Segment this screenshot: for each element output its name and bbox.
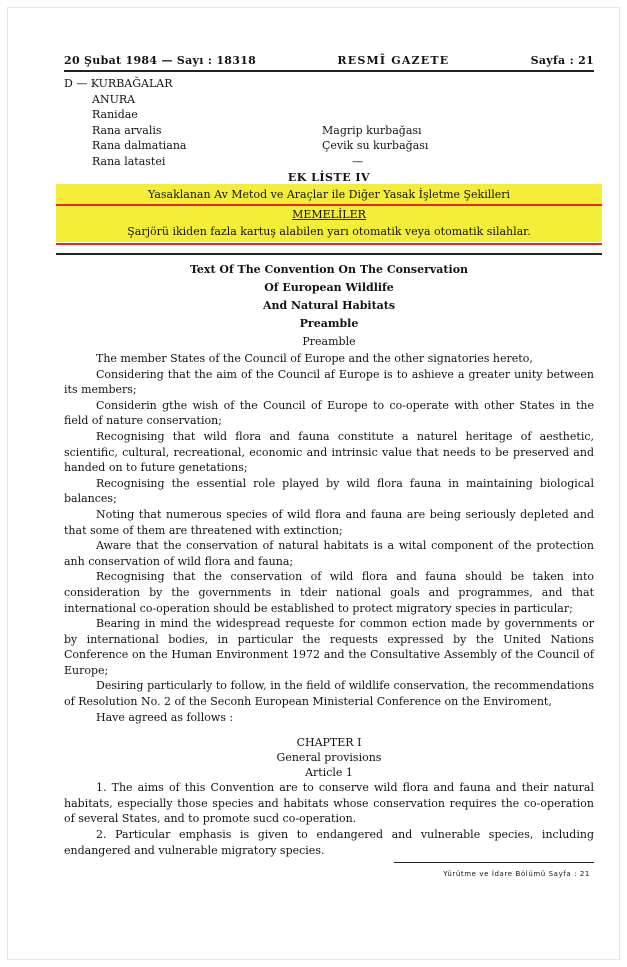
header-gazette-title: RESMÎ GAZETE xyxy=(337,54,450,67)
header-page-number: Sayfa : 21 xyxy=(530,54,594,67)
species-row xyxy=(64,138,594,154)
paragraph: The member States of the Council of Europe and the other signatories hereto, xyxy=(96,352,533,365)
article-paragraph: 2. Particular emphasis is given to endangered and vulnerable species, including endangered and vulnerable migratory species. xyxy=(64,828,594,857)
convention-title-line-1: Text Of The Convention On The Conservation xyxy=(189,263,469,276)
paragraph: Recognising that wild flora and fauna constitute a naturel heritage of aesthetic, scientific, cultural, recreational, economic and intrinsic value that needs to be preserved and handed on to future genetations; xyxy=(64,429,594,475)
species-turkish: — xyxy=(352,154,363,168)
article-body xyxy=(64,780,594,858)
annex-line-weapons: Şarjörü ikiden fazla kartuş alabilen yarı otomatik veya otomatik silahlar. xyxy=(127,225,531,238)
paragraph: Considerin gthe wish of the Council of Europe to co-operate with other States in the field of nature conservation; xyxy=(64,398,594,428)
convention-title-line-3: And Natural Habitats xyxy=(262,299,396,312)
species-latin: Rana arvalis xyxy=(92,123,162,137)
chapter-heading xyxy=(64,735,594,780)
preamble-heading: Preamble xyxy=(302,335,356,348)
annex-line-mammals: MEMELİLER xyxy=(292,208,366,221)
species-order: ANURA xyxy=(92,92,136,106)
species-turkish: Çevik su kurbağası xyxy=(322,139,429,152)
convention-title-line-2: Of European Wildlife xyxy=(264,281,394,294)
header-date: 20 Şubat 1984 — Sayı : 18318 xyxy=(64,54,257,67)
footer-rule xyxy=(394,862,594,863)
species-family: Ranidae xyxy=(92,108,138,121)
article-paragraph: 1. The aims of this Convention are to conserve wild flora and fauna and their natural habitats, especially those species and habitats whose conservation requires the co-operation of several States, and to promote sucd co-operation. xyxy=(64,781,594,826)
species-latin: Rana dalmatiana xyxy=(92,139,187,152)
species-latin: Rana latastei xyxy=(92,154,166,168)
annex-title: EK LİSTE IV xyxy=(287,171,371,184)
page-header xyxy=(64,54,594,72)
document-page xyxy=(8,8,619,959)
paragraph: Recognising that the conservation of wild flora and fauna should be taken into consideration by the governments in tdeir national goals and programmes, and that international co-operation should be established to protect migratory species in particular; xyxy=(64,570,594,615)
paragraph: Desiring particularly to follow, in the field of wildlife conservation, the recommendations of Resolution No. 2 of the Seconh European Ministerial Conference on the Enviroment, xyxy=(64,679,594,709)
highlighted-annex-block xyxy=(56,184,602,242)
paragraph: Noting that numerous species of wild flora and fauna are being seriously depleted and that some of them are threatened with extinction; xyxy=(64,507,594,537)
paragraph: Have agreed as follows : xyxy=(96,710,234,724)
page-content xyxy=(64,54,594,878)
paragraph: Bearing in mind the widespread requeste for common ection made by governments or by international bodies, in particular the requests expressed by the United Nations Conference on the Human Environment 1972 and the Consultative Assembly of the Council of Europe; xyxy=(64,617,594,677)
chapter-title: CHAPTER I xyxy=(296,736,362,750)
preamble-body xyxy=(64,351,594,725)
chapter-subtitle: General provisions xyxy=(276,751,382,765)
species-row xyxy=(64,154,594,170)
paragraph: Aware that the conservation of natural habitats is a wital component of the protection anh conservation of wild flora and fauna; xyxy=(64,539,594,568)
species-group: D — KURBAĞALAR xyxy=(64,77,173,90)
convention-title xyxy=(64,261,594,333)
species-list xyxy=(64,76,594,169)
paragraph: Recognising the essential role played by wild flora fauna in maintaining biological balances; xyxy=(64,476,594,506)
paragraph: Considering that the aim of the Council af Europe is to ashieve a greater unity between its members; xyxy=(64,367,594,397)
page-footer: Yürütme ve İdare Bölümü Sayfa : 21 xyxy=(443,870,590,879)
species-row xyxy=(64,123,594,139)
species-turkish: Magrip kurbağası xyxy=(322,123,422,137)
red-annotation-line-bottom xyxy=(56,243,602,245)
section-divider xyxy=(56,253,602,255)
preamble-heading-bold: Preamble xyxy=(299,317,359,330)
annex-line-prohibited-methods: Yasaklanan Av Metod ve Araçlar ile Diğer Yasak İşletme Şekilleri xyxy=(147,188,511,201)
article-title: Article 1 xyxy=(305,766,353,780)
